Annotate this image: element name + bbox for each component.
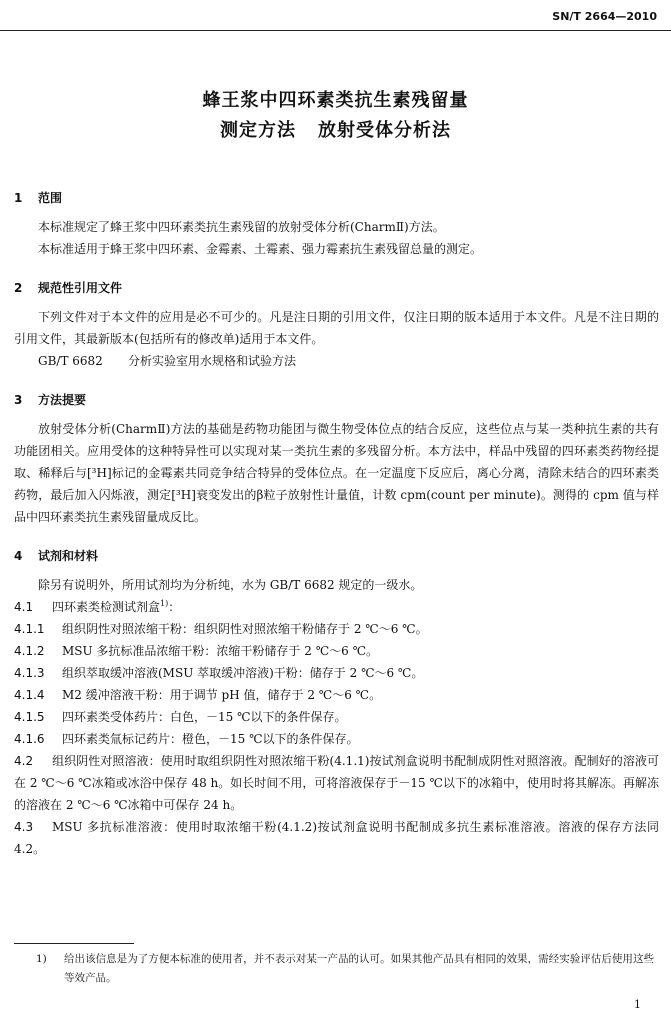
clause-number: 4.1 [14, 600, 34, 614]
document-title [0, 86, 671, 146]
header-rule [0, 30, 671, 31]
standard-number: SN/T 2664—2010 [552, 10, 657, 23]
clause-punctuation: ： [168, 600, 181, 614]
section-1-heading [14, 186, 659, 210]
clause-text: 四环素类氚标记药片：橙色，－15 ℃以下的条件保存。 [62, 732, 359, 746]
clause-number: 4.1.4 [14, 688, 45, 702]
paragraph: 本标准适用于蜂王浆中四环素、金霉素、土霉素、强力霉素抗生素残留总量的测定。 [38, 242, 483, 256]
clause-number: 4.2 [14, 754, 34, 768]
section-2-heading [14, 276, 659, 300]
clause-text: MSU 多抗标准品浓缩干粉：浓缩干粉储存于 2 ℃～6 ℃。 [62, 644, 378, 658]
section-number: 2 [14, 281, 23, 295]
title-line-2a: 测定方法 [220, 120, 296, 141]
footnote-text: 给出该信息是为了方便本标准的使用者，并不表示对某一产品的认可。如果其他产品具有相同的效果，需经实验评估后使用这些等效产品。 [64, 953, 654, 984]
section-title: 规范性引用文件 [38, 281, 123, 295]
clause-number: 4.3 [14, 820, 34, 834]
clause-text: MSU 多抗标准溶液：使用时取浓缩干粉(4.1.2)按试剂盒说明书配制成多抗生素标准溶液。溶液的保存方法同 4.2。 [14, 820, 659, 856]
section-number: 3 [14, 393, 23, 407]
section-4-heading [14, 544, 659, 568]
clause-number: 4.1.3 [14, 666, 45, 680]
clause-4-1-4 [14, 684, 659, 706]
section-number: 4 [14, 549, 23, 563]
section-title: 方法提要 [38, 393, 87, 407]
clause-text: 组织萃取缓冲溶液(MSU 萃取缓冲溶液)干粉：储存于 2 ℃～6 ℃。 [62, 666, 424, 680]
title-line-1: 蜂王浆中四环素类抗生素残留量 [202, 90, 469, 111]
clause-4-1-2 [14, 640, 659, 662]
title-line-2 [0, 116, 671, 146]
reference-code: GB/T 6682 [38, 354, 103, 368]
clause-number: 4.1.2 [14, 644, 45, 658]
section-title: 试剂和材料 [38, 549, 99, 563]
clause-4-3 [14, 816, 659, 860]
title-line-2b: 放射受体分析法 [318, 120, 451, 141]
section-number: 1 [14, 191, 23, 205]
reference-title: 分析实验室用水规格和试验方法 [128, 354, 297, 368]
clause-text: 组织阴性对照溶液：使用时取组织阴性对照浓缩干粉(4.1.1)按试剂盒说明书配制成阴性对照溶液。配制好的溶液可在 2 ℃～6 ℃冰箱或冰浴中保存 48 h。如长时间不用，可将溶液保存于－15 ℃以下的冰箱中，使用时将其解冻。再解冻的溶液在 2 ℃～6 ℃冰箱中可保存 24 h。 [14, 754, 659, 812]
document-body [14, 176, 659, 860]
clause-number: 4.1.6 [14, 732, 45, 746]
footnote-rule [14, 943, 134, 944]
clause-text: 四环素类受体药片：白色，－15 ℃以下的条件保存。 [62, 710, 347, 724]
clause-4-1-5 [14, 706, 659, 728]
paragraph: 本标准规定了蜂王浆中四环素类抗生素残留的放射受体分析(CharmⅡ)方法。 [38, 220, 445, 234]
footnote-number: 1) [36, 953, 47, 965]
paragraph: 除另有说明外，所用试剂均为分析纯，水为 GB/T 6682 规定的一级水。 [38, 578, 423, 592]
clause-4-1-6 [14, 728, 659, 750]
paragraph: 下列文件对于本文件的应用是必不可少的。凡是注日期的引用文件，仅注日期的版本适用于本文件。凡是不注日期的引用文件，其最新版本(包括所有的修改单)适用于本文件。 [14, 310, 659, 346]
footnote-marker: 1) [160, 599, 169, 608]
normative-reference [14, 350, 659, 372]
clause-text: 组织阴性对照浓缩干粉：组织阴性对照浓缩干粉储存于 2 ℃～6 ℃。 [62, 622, 428, 636]
page-number: 1 [634, 998, 641, 1011]
footnote [36, 950, 654, 988]
clause-text: M2 缓冲溶液干粉：用于调节 pH 值，储存于 2 ℃～6 ℃。 [62, 688, 382, 702]
clause-number: 4.1.5 [14, 710, 45, 724]
paragraph: 放射受体分析(CharmⅡ)方法的基础是药物功能团与微生物受体位点的结合反应，这些位点与某一类种抗生素的共有功能团相关。应用受体的这种特异性可以实现对某一类抗生素的多残留分析。本方法中，样品中残留的四环素类药物经提取、稀释后与[³H]标记的金霉素共同竞争结合特异的受体位点。在一定温度下反应后，离心分离，清除未结合的四环素类药物，最后加入闪烁液，测定[³H]衰变发出的β粒子放射性计量值，计数 cpm(count per minute)。测得的 cpm 值与样品中四环素类抗生素残留量成反比。 [14, 422, 659, 524]
section-title: 范围 [38, 191, 63, 205]
clause-4-2 [14, 750, 659, 816]
clause-number: 4.1.1 [14, 622, 45, 636]
clause-4-1-1 [14, 618, 659, 640]
section-3-heading [14, 388, 659, 412]
clause-text: 四环素类检测试剂盒 [52, 600, 161, 614]
clause-4-1 [14, 596, 659, 618]
clause-4-1-3 [14, 662, 659, 684]
